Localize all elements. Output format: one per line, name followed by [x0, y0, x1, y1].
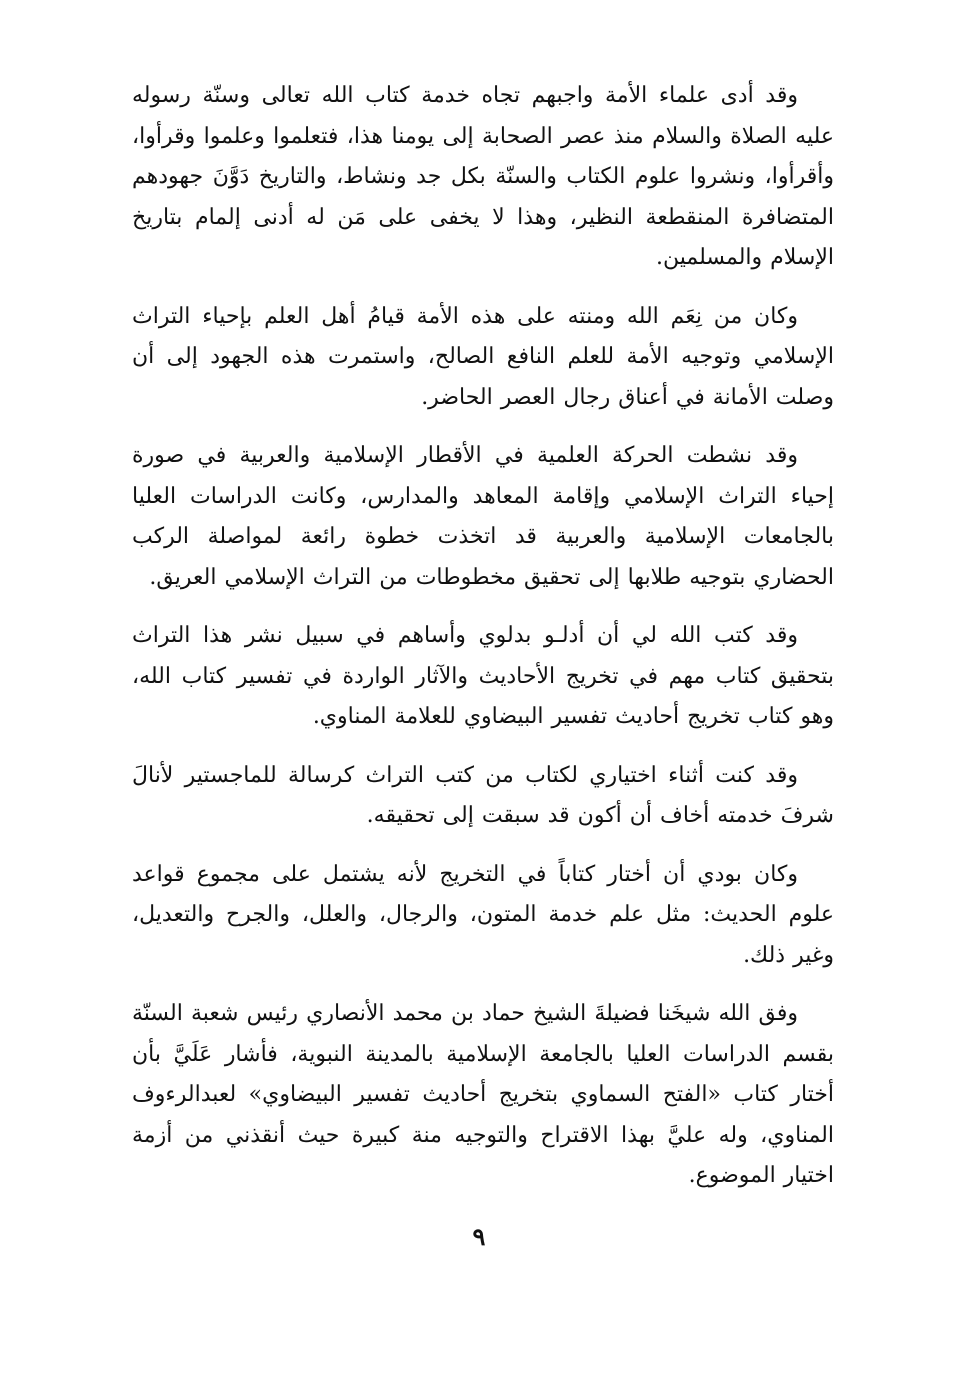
- paragraph-1: وقد أدى علماء الأمة واجبهم تجاه خدمة كتاب الله تعالى وسنّة رسوله عليه الصلاة والسلام منذ عصر الصحابة إلى يومنا هذا، فتعلموا وعلموا وقرأوا، وأقرأوا، ونشروا علوم الكتاب والسنّة بكل جد ونشاط، والتاريخ دَوَّنَ جهودهم المتضافرة المنقطعة النظير، وهذا لا يخفى على مَن له أدنى إلمام بتاريخ الإسلام والمسلمين.: [132, 83, 834, 270]
- paragraph-6: وكان بودي أن أختار كتاباً في التخريج لأنه يشتمل على مجموع قواعد علوم الحديث: مثل علم خدمة المتون، والرجال، والعلل، والجرح والتعديل، وغير ذلك.: [132, 861, 834, 968]
- paragraph-2: وكان من نِعَم الله ومنته على هذه الأمة قيامُ أهل العلم بإحياء التراث الإسلامي وتوجيه الأمة للعلم النافع الصالح، واستمرت هذه الجهود إلى أن وصلت الأمانة في أعناق رجال العصر الحاضر.: [132, 303, 834, 410]
- paragraph-4: وقد كتب الله لي أن أدلـو بدلوي وأساهم في سبيل نشر هذا التراث بتحقيق كتاب مهم في تخريج الأحاديث والآثار الواردة في تفسير كتاب الله، وهو كتاب تخريج أحاديث تفسير البيضاوي للعلامة المناوي.: [132, 623, 834, 729]
- page-number: ٩: [472, 1222, 486, 1251]
- paragraph-3: وقد نشطت الحركة العلمية في الأقطار الإسلامية والعربية في صورة إحياء التراث الإسلامي وإقامة المعاهد والمدارس، وكانت الدراسات العليا بالجامعات الإسلامية والعربية قد اتخذت خطوة رائعة لمواصلة الركب الحضاري بتوجيه طلابها إلى تحقيق مخطوطات من التراث الإسلامي العريق.: [132, 443, 834, 590]
- paragraph-5: وقد كنت أثناء اختياري لكتاب من كتب التراث كرسالة للماجستير لأنالَ شرفَ خدمته أخاف أن أكون قد سبقت إلى تحقيقه.: [132, 762, 834, 828]
- paragraph-7: وفق الله شيخَنا فضيلةَ الشيخ حماد بن محمد الأنصاري رئيس شعبة السنّة بقسم الدراسات العليا بالجامعة الإسلامية بالمدينة النبوية، فأشار عَلَيَّ بأن أختار كتاب «الفتح السماوي بتخريج أحاديث تفسير البيضاوي» لعبدالرءوف المناوي، وله عليَّ بهذا الاقتراح والتوجيه منة كبيرة حيث أنقذني من أزمة اختيار الموضوع.: [132, 1001, 834, 1188]
- body-text: [132, 76, 834, 1215]
